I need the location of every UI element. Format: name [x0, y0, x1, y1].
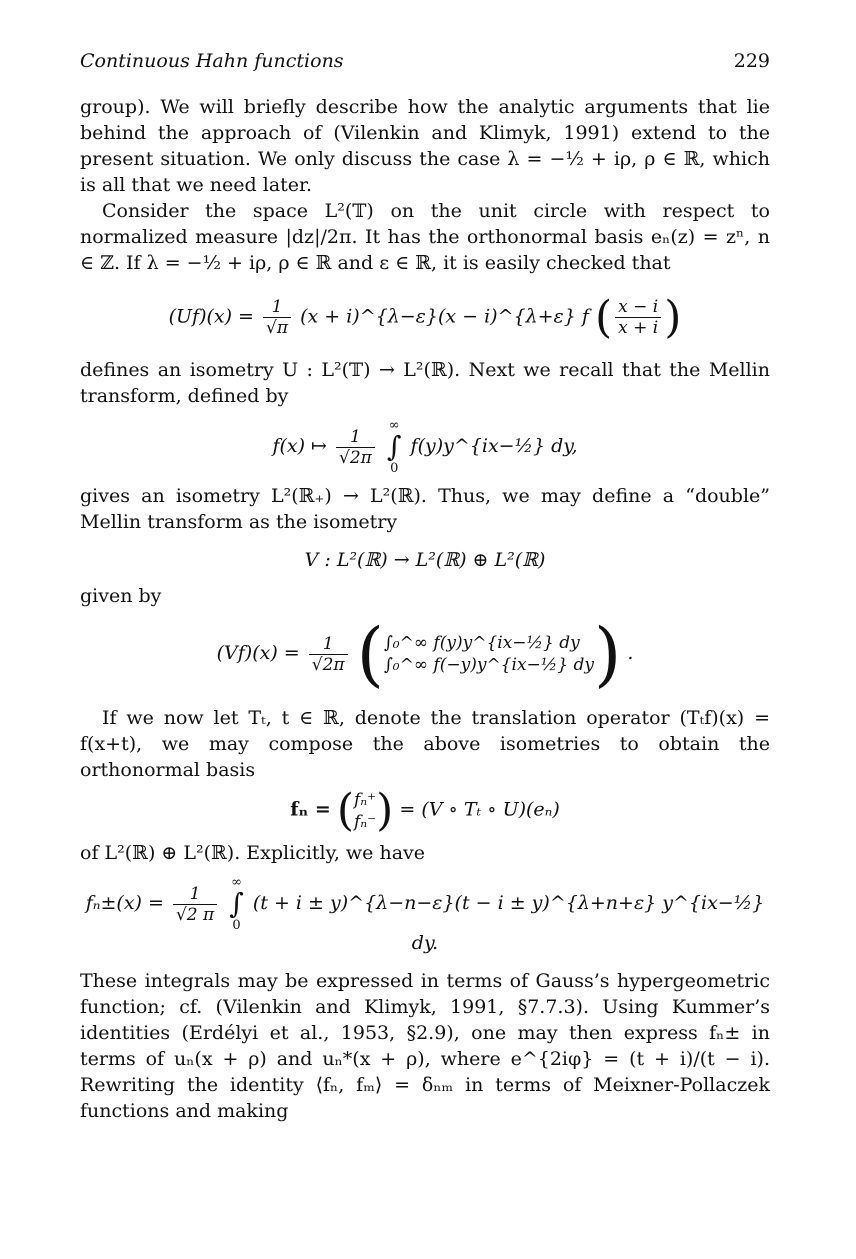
paragraph-3: defines an isometry U : L²(𝕋) → L²(ℝ). Next we recall that the Mellin transform, defined by [80, 359, 770, 407]
equation-double-mellin: V : L²(ℝ) → L²(ℝ) ⊕ L²(ℝ) [304, 549, 546, 571]
paragraph-8: These integrals may be expressed in terms of Gauss’s hypergeometric function; cf. (Vilenkin and Klimyk, 1991, §7.7.3). Using Kummer’s identities (Erdélyi et al., 1953, §2.9), one may then express fₙ± in terms of uₙ(x + ρ) and uₙ*(x + ρ), where e^{2iφ} = (t + i)/(t − i). Rewriting the identity ⟨fₙ, fₘ⟩ = δₙₘ in terms of Meixner-Pollaczek functions and making [80, 970, 770, 1122]
running-title: Continuous Hahn functions [80, 50, 344, 72]
paragraph-4: gives an isometry L²(ℝ₊) → L²(ℝ). Thus, we may define a “double” Mellin transform as the isometry [80, 485, 770, 533]
equation-basis: fₙ = ( fₙ⁺ fₙ⁻ ) = (V ∘ Tₜ ∘ U)(eₙ) [290, 785, 560, 836]
equation-fn-explicit: fₙ±(x) = $\frac{1}{√2 \pi}$ ∞ ∫ 0 (t + i ± y)^{λ−n−ε}(t − i ± y)^{λ+n+ε} y^{ix−½} dy. [85, 875, 765, 954]
vector-matrix: ∫₀^∞ f(y)y^{ix−½} dy ∫₀^∞ f(−y)y^{ix−½} dy [383, 633, 594, 675]
paragraph-1: group). We will briefly describe how the analytic arguments that lie behind the approach of (Vilenkin and Klimyk, 1991) extend to the present situation. We only discuss the case λ = −½ + iρ, ρ ∈ ℝ, which is all that we need later. [80, 96, 770, 196]
equation-mellin-transform: f(x) ↦ $\frac{1}{√2\pi}$ ∞ ∫ 0 f(y)y^{ix−½} dy, [272, 418, 578, 476]
paragraph-6: If we now let Tₜ, t ∈ ℝ, denote the translation operator (Tₜf)(x) = f(x+t), we may compose the above isometries to obtain the orthonormal basis [80, 707, 770, 781]
integral-sign: ∞ ∫ 0 [386, 418, 402, 476]
paragraph-7: of L²(ℝ) ⊕ L²(ℝ). Explicitly, we have [80, 842, 425, 864]
paragraph-2: Consider the space L²(𝕋) on the unit circle with respect to normalized measure |dz|/2π. It has the orthonormal basis eₙ(z) = zⁿ, n ∈ ℤ. If λ = −½ + iρ, ρ ∈ ℝ and ε ∈ ℝ, it is easily checked that [80, 200, 770, 274]
equation-vf: (Vf)(x) = $\frac{1}{√2\pi}$ ( ∫₀^∞ f(y)y^{ix−½} dy ∫₀^∞ f(−y)y^{ix−½} dy ) . [216, 613, 634, 695]
integral-sign: ∞ ∫ 0 [229, 875, 244, 933]
page [80, 50, 770, 1124]
paragraph-5: given by [80, 585, 162, 607]
running-head [80, 50, 770, 80]
page-number: 229 [733, 50, 770, 72]
equation-unitary-map: (Uf)(x) = $\frac{1}{√\pi}$ (x + i)^{λ−ε}(x − i)^{λ+ε} f ( $\frac{x - i}{x + i}$ ) [168, 292, 682, 343]
